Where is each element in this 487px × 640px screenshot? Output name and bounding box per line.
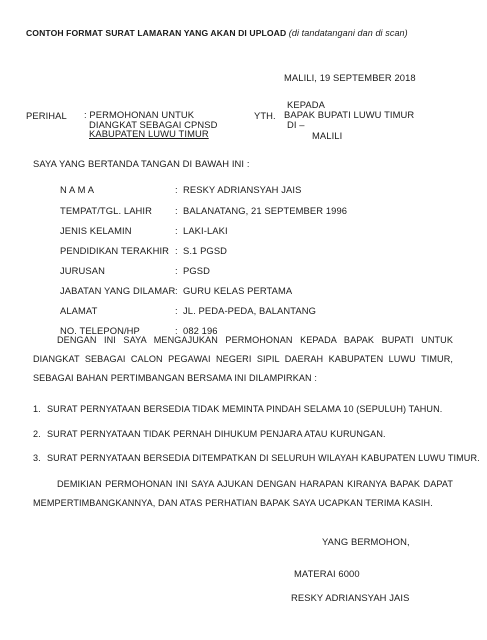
data-label: JURUSAN [60, 265, 105, 276]
data-value: BALANATANG, 21 SEPTEMBER 1996 [183, 205, 348, 216]
recipient-line-3: DI – [287, 119, 305, 131]
data-colon: : [175, 225, 178, 236]
perihal-label: PERIHAL [26, 110, 67, 121]
data-value: 082 196 [183, 325, 218, 336]
data-colon: : [175, 325, 178, 336]
data-label: JABATAN YANG DILAMAR [60, 285, 176, 296]
data-value: LAKI-LAKI [183, 225, 228, 236]
perihal-line-3: KABUPATEN LUWU TIMUR [89, 128, 209, 140]
data-colon: : [175, 205, 178, 216]
yth-label: YTH. [254, 110, 276, 121]
body-paragraph: DENGAN INI SAYA MENGAJUKAN PERMOHONAN KEPADA BAPAK BUPATI UNTUK DIANGKAT SEBAGAI CALON PEGAWAI NEGERI SIPIL DAERAH KABUPATEN LUWU TIMUR, SEBAGAI BAHAN PERTIMBANGAN BERSAMA INI DILAMPIRKAN : [33, 335, 453, 383]
title-text: CONTOH FORMAT SURAT LAMARAN YANG AKAN DI UPLOAD [26, 28, 287, 38]
data-colon: : [175, 305, 178, 316]
date-line: MALILI, 19 SEPTEMBER 2018 [284, 72, 416, 83]
data-label: N A M A [60, 184, 95, 195]
recipient-line-2: BAPAK BUPATI LUWU TIMUR [284, 109, 415, 121]
attachment-text: SURAT PERNYATAAN BERSEDIA DITEMPATKAN DI SELURUH WILAYAH KABUPATEN LUWU TIMUR. [47, 453, 480, 463]
data-value: GURU KELAS PERTAMA [183, 285, 293, 296]
data-label: PENDIDIKAN TERAKHIR [60, 245, 170, 256]
attachment-number: 1. [33, 404, 41, 414]
title-note: (di tandatangani dan di scan) [288, 28, 408, 38]
data-label: NO. TELEPON/HP [60, 325, 140, 336]
signer-name: RESKY ADRIANSYAH JAIS [291, 592, 410, 603]
data-label: ALAMAT [60, 305, 98, 316]
data-colon: : [175, 265, 178, 276]
data-value: RESKY ADRIANSYAH JAIS [183, 184, 302, 195]
attachment-text: SURAT PERNYATAAN TIDAK PERNAH DIHUKUM PENJARA ATAU KURUNGAN. [47, 429, 386, 439]
data-value: S.1 PGSD [183, 245, 228, 256]
recipient-line-1: KEPADA [287, 99, 325, 110]
data-colon: : [175, 245, 178, 256]
data-label: JENIS KELAMIN [60, 225, 132, 236]
stamp-label: MATERAI 6000 [294, 568, 360, 579]
data-value: PGSD [183, 265, 210, 276]
data-value: JL. PEDA-PEDA, BALANTANG [183, 305, 316, 316]
intro-text: SAYA YANG BERTANDA TANGAN DI BAWAH INI : [33, 158, 250, 169]
data-colon: : [175, 285, 178, 296]
document-title [26, 28, 408, 38]
attachment-number: 2. [33, 429, 41, 439]
data-colon: : [175, 184, 178, 195]
attachment-item-2 [33, 429, 386, 439]
signature-greeting: YANG BERMOHON, [322, 536, 410, 547]
attachment-number: 3. [33, 453, 41, 463]
closing-paragraph: DEMIKIAN PERMOHONAN INI SAYA AJUKAN DENGAN HARAPAN KIRANYA BAPAK DAPAT MEMPERTIMBANGKANNYA, DAN ATAS PERHATIAN BAPAK SAYA UCAPKAN TERIMA KASIH. [33, 479, 453, 508]
recipient-block [284, 100, 414, 141]
perihal-value [84, 110, 217, 139]
attachment-item-1 [33, 404, 442, 414]
data-label: TEMPAT/TGL. LAHIR [60, 205, 152, 216]
perihal-line-2: DIANGKAT SEBAGAI CPNSD [89, 118, 218, 130]
attachment-item-3 [33, 453, 480, 463]
attachment-text: SURAT PERNYATAAN BERSEDIA TIDAK MEMINTA PINDAH SELAMA 10 (SEPULUH) TAHUN. [47, 404, 443, 414]
perihal-line-1: : PERMOHONAN UNTUK [84, 109, 195, 120]
recipient-line-4: MALILI [312, 129, 343, 141]
